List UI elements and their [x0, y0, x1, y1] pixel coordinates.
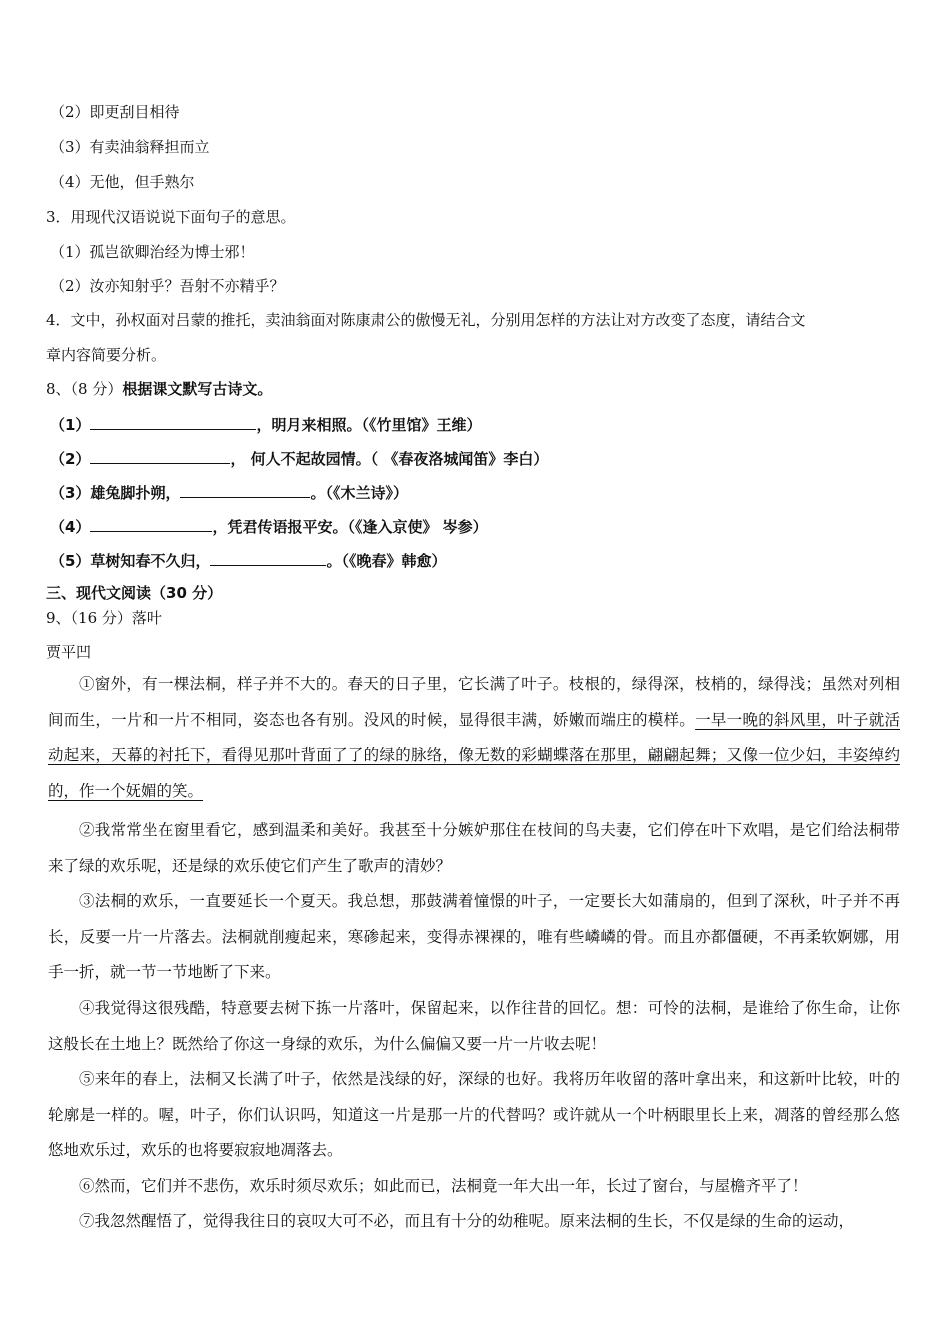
section-3-heading: 三、现代文阅读（30 分）: [46, 584, 223, 602]
paragraph-3: ③法桐的欢乐，一直要延长一个夏天。我总想，那鼓满着憧憬的叶子，一定要长大如蒲扇的，但到了深秋，叶子并不再长，反要一片一片落去。法桐就削瘦起来，寒碜起来，变得赤裸裸的，唯有些嶙嶙的骨。而且亦都僵硬，不再柔软婀娜，用手一折，就一节一节地断了下来。: [48, 892, 900, 981]
answer-blank[interactable]: [90, 447, 230, 464]
fill-item-1: （1） ，明月来相照。（《竹里馆》王维）: [50, 413, 481, 435]
question-8-score: 8、（8 分）: [46, 380, 123, 398]
text-line: （1）孤岂欲卿治经为博士邪！: [50, 243, 255, 261]
paragraph-5: ⑤来年的春上，法桐又长满了叶子，依然是浅绿的好，深绿的也好。我将历年收留的落叶拿出来，和这新叶比较，叶的轮廓是一样的。喔，叶子，你们认识吗，知道这一片是那一片的代替吗？或许就从一个叶柄眼里长上来，凋落的曾经那么悠悠地欢乐过，欢乐的也将要寂寂地凋落去。: [48, 1070, 900, 1159]
fill-item-5: （5）草树知春不久归， 。（《晚春》韩愈）: [50, 549, 446, 571]
fill-item-3: （3）雄兔脚扑朔， 。（《木兰诗》）: [50, 481, 408, 503]
question-4-cont: 章内容简要分析。: [46, 346, 167, 364]
question-8-heading: [46, 379, 272, 399]
question-4: 4．文中，孙权面对吕蒙的推托，卖油翁面对陈康肃公的傲慢无礼，分别用怎样的方法让对方改变了态度，请结合文: [46, 311, 806, 329]
article-author: 贾平凹: [46, 643, 92, 661]
paragraph-2: ②我常常坐在窗里看它，感到温柔和美好。我甚至十分嫉妒那住在枝间的鸟夫妻，它们停在叶下欢唱，是它们给法桐带来了绿的欢乐呢，还是绿的欢乐使它们产生了歌声的清妙？: [48, 821, 900, 875]
answer-blank[interactable]: [90, 413, 256, 430]
question-3: 3．用现代汉语说说下面句子的意思。: [46, 208, 296, 226]
question-8-title: 根据课文默写古诗文。: [122, 380, 273, 398]
text-line: （3）有卖油翁释担而立: [50, 138, 210, 156]
answer-blank[interactable]: [180, 481, 310, 498]
underlined-sentence: 一早一晚的斜风里，叶子就活动起来，天幕的衬托下，看得见那叶背面了了的绿的脉络，像无数的彩蝴蝶落在那里，翩翩起舞；又像一位少妇，丰姿绰约的，作一个妩媚的笑。: [48, 710, 900, 800]
question-9-title: 9、（16 分）落叶: [46, 609, 162, 627]
paragraph-7: ⑦我忽然醒悟了，觉得我往日的哀叹大可不必，而且有十分的幼稚呢。原来法桐的生长，不仅是绿的生命的运动，: [79, 1212, 855, 1230]
text-line: （2）汝亦知射乎？吾射不亦精乎？: [50, 277, 285, 295]
text-line: （4）无他，但手熟尔: [50, 173, 195, 191]
paragraph-1: ①窗外，有一棵法桐，样子并不大的。春天的日子里，它长满了叶子。枝根的，绿得深，枝梢的，绿得浅；虽然对列相间而生，一片和一片不相同，姿态也各有别。没风的时候，显得很丰满，娇嫩而端庄的模样。一早一晚的斜风里，叶子就活动起来，天幕的衬托下，看得见那叶背面了了的绿的脉络，像无数的彩蝴蝶落在那里，翩翩起舞；又像一位少妇，丰姿绰约的，作一个妩媚的笑。: [48, 675, 900, 800]
fill-item-4: （4） ，凭君传语报平安。（《逢入京使》 岑参）: [50, 515, 488, 537]
paragraph-4: ④我觉得这很残酷，特意要去树下拣一片落叶，保留起来，以作往昔的回忆。想：可怜的法桐，是谁给了你生命，让你这般长在土地上？既然给了你这一身绿的欢乐，为什么偏偏又要一片一片收去呢！: [48, 999, 900, 1053]
answer-blank[interactable]: [210, 549, 326, 566]
text-line: （2）即更刮目相待: [50, 103, 180, 121]
answer-blank[interactable]: [90, 515, 212, 532]
paragraph-6: ⑥然而，它们并不悲伤，欢乐时须尽欢乐；如此而已，法桐竟一年大出一年，长过了窗台，与屋檐齐平了！: [79, 1177, 808, 1195]
fill-item-2: （2） ， 何人不起故园情。（ 《春夜洛城闻笛》李白）: [50, 447, 548, 469]
